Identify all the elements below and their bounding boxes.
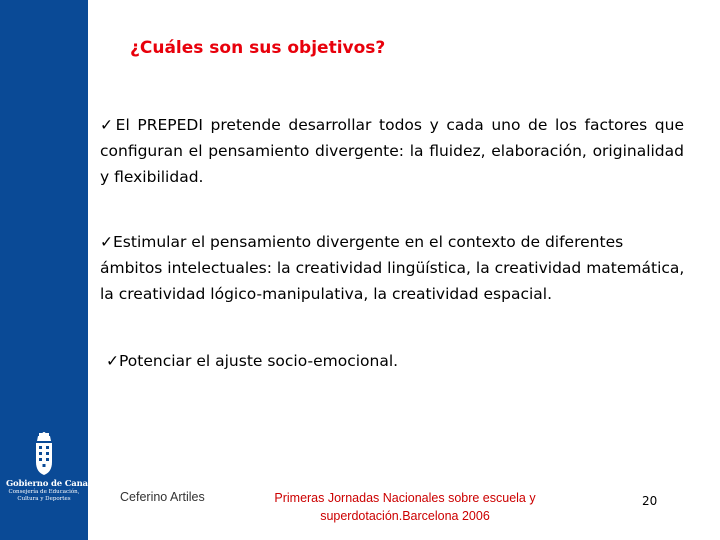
logo-dept-line1: Consejería de Educación, xyxy=(8,489,80,495)
logo-dept-line2: Cultura y Deportes xyxy=(17,496,71,502)
coat-of-arms-icon xyxy=(33,432,55,476)
bullet-item-3 xyxy=(106,348,666,374)
bullet-item-1 xyxy=(100,112,684,190)
check-icon: ✓ xyxy=(100,233,113,251)
sidebar-band xyxy=(0,0,106,540)
footer-event-line1: Primeras Jornadas Nacionales sobre escuela y xyxy=(274,491,536,505)
bullet-text-2: Estimular el pensamiento divergente en el contexto de diferentes ámbitos intelectuales: la creatividad lingüística, la creatividad matemática, la creatividad lógico-manipulativa, la creatividad espacial. xyxy=(100,233,685,303)
check-icon: ✓ xyxy=(106,352,119,370)
footer-author: Ceferino Artiles xyxy=(120,490,205,504)
logo-org-name: Gobierno de Canarias xyxy=(6,479,106,489)
footer-event-line2: superdotación.Barcelona 2006 xyxy=(320,509,490,523)
bullet-item-2 xyxy=(100,229,690,307)
bullet-text-1: El PREPEDI pretende desarrollar todos y cada uno de los factores que configuran el pensamiento divergente: la fluidez, elaboración, originalidad y flexibilidad. xyxy=(100,116,684,186)
government-logo xyxy=(6,432,106,512)
slide-title: ¿Cuáles son sus objetivos? xyxy=(130,38,386,58)
bullet-text-3: Potenciar el ajuste socio-emocional. xyxy=(119,352,399,370)
check-icon: ✓ xyxy=(100,116,116,134)
page-number: 20 xyxy=(642,494,658,508)
footer-event xyxy=(250,489,560,525)
